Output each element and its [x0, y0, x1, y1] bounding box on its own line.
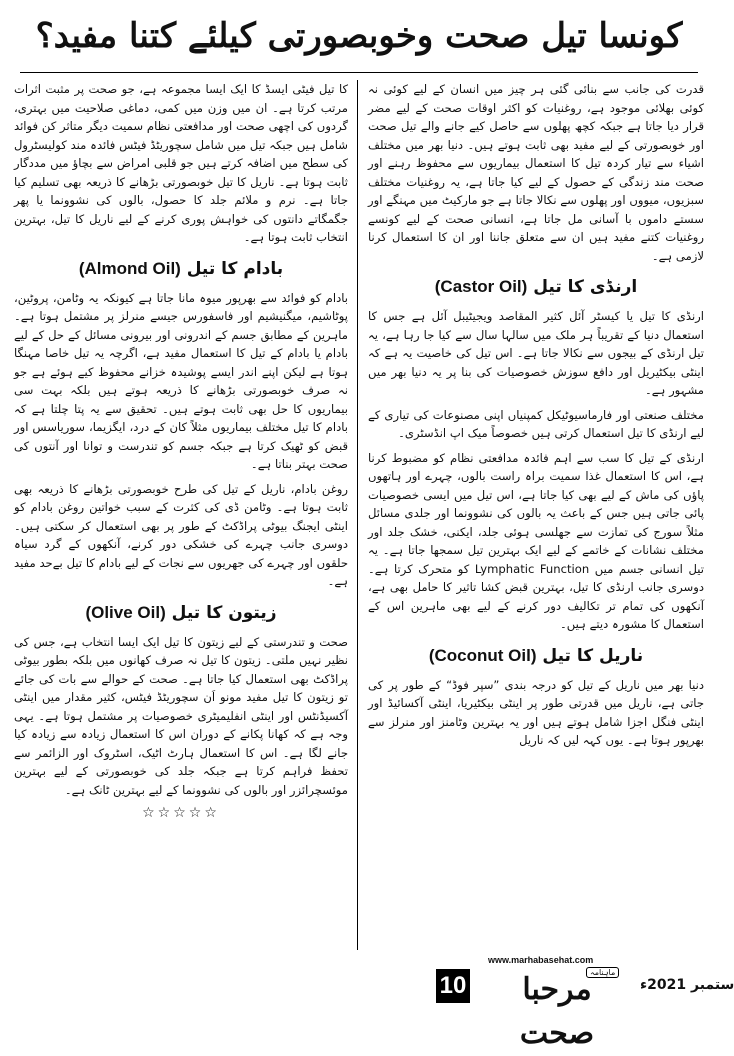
almond-oil-heading — [14, 257, 348, 281]
magazine-masthead — [436, 955, 734, 1051]
castor-oil-paragraph-2: مختلف صنعتی اور فارماسیوٹیکل کمپنیاں اپنی مصنوعات کی تیاری کے لیے ارنڈی کا تیل استعمال کرتی ہیں خصوصاً میک اپ انڈسٹری۔ — [368, 407, 704, 440]
almond-oil-heading-english: (Almond Oil) — [78, 258, 181, 278]
issue-date: ستمبر 2021ء — [640, 977, 734, 993]
coconut-oil-paragraph-1: دنیا بھر میں ناریل کے تیل کو درجہ بندی ”سپر فوڈ“ کے طور پر کی جاتی ہے، ناریل میں قدرتی طور پر اینٹی بیکٹیریا، اینٹی آکسائیڈ اور اینٹی فنگل اجزا شامل ہوتے ہیں اور یہ بہترین وٹامنز اور منرلز سے بھرپور ہوتا ہے۔ یوں کہہ لیں کہ ناریل — [368, 677, 704, 747]
castor-oil-heading — [368, 275, 704, 299]
page-number: 10 — [436, 969, 470, 1003]
article-title: کونسا تیل صحت وخوبصورتی کیلئے کتنا مفید؟ — [35, 16, 683, 56]
column-divider — [357, 80, 358, 950]
coconut-oil-heading — [368, 644, 704, 668]
almond-oil-paragraph-2: روغن بادام، ناریل کے تیل کی طرح خوبصورتی بڑھانے کا ذریعہ بھی ثابت ہوتا ہے۔ وٹامن ڈی کی کثرت کے سبب خواتین روغن بادام کو اینٹی ایجنگ بیوٹی پراڈکٹ کے طور پر بھی استعمال کر سکتی ہیں۔ دوسری جانب چہرے کی خشکی دور کرنے، آنکھوں کے گرد سیاہ حلقوں اور چہرے کی جھریوں سے نجات کے لیے بادام کا تیل بےحد مفید ہے۔ — [14, 481, 348, 588]
end-stars: ☆☆☆☆☆ — [142, 805, 220, 821]
monthly-label: ماہنامہ — [586, 967, 619, 978]
castor-oil-heading-english: (Castor Oil) — [434, 277, 528, 296]
almond-oil-paragraph-1: بادام کو فوائد سے بھرپور میوہ مانا جاتا ہے کیونکہ یہ وٹامن، پروٹین، پوٹاشیم، میگنیشیم اور فاسفورس جیسے منرلز پر مشتمل ہوتا ہے۔ ماہرین کے مطابق جسم کے اندرونی اور بیرونی مسائل کے حل کے لیے بادام یا بادام کے تیل کا استعمال مفید ہے، اگرچہ یہ تیل خاصا مہنگا ہوتا ہے لیکن اپنے اندر ایسے پوشیدہ خزانے محفوظ کیے ہوئے ہے جو نہ صرف خوبصورتی بڑھانے کا ذریعہ ہوتے ہیں بلکہ بہت سی بیماریوں کا حل بھی ثابت ہوتے ہیں۔ تحقیق سے یہ پتا چلتا ہے کہ بادام کا تیل مختلف بیماریوں مثلاً کان کے درد، ایگزیما، سوریاسس اور قبض کو ٹھیک کرتا ہے جبکہ جسم کو تندرست و توانا اور آنتوں کی صحت بہتر بناتا ہے۔ — [14, 290, 348, 471]
left-column — [14, 80, 348, 1015]
olive-oil-heading — [14, 601, 348, 625]
olive-oil-heading-urdu: زیتون کا تیل — [171, 602, 277, 623]
magazine-logo: مرحبا صحت — [519, 972, 595, 1051]
intro-paragraph: قدرت کی جانب سے بنائی گئی ہر چیز میں انسان کے لیے کوئی نہ کوئی بھلائی موجود ہے، روغنیات کو اکثر اوقات صحت کے لیے مضر قرار دیا جاتا ہے جبکہ کچھ پھلوں سے حاصل کیے جانے والے تیل صحت اور خوبصورتی کے لیے مفید بھی ثابت ہوتے ہیں۔ دنیا بھر میں مختلف اشیاء سے تیار کردہ تیل کا استعمال بیماریوں سے محفوظ رہنے اور صحت مند زندگی کے حصول کے لیے کیا جاتا ہے، یہ روغنیات مختلف سبزیوں، میووں اور پھلوں سے نکالا جاتا ہے جو مارکیٹ میں مہنگے اور سستے داموں با آسانی مل جاتا ہے، انسانی صحت کے لیے کونسے روغنیات کتنے مفید ہیں ان سے متعلق جاننا اور ان کا استعمال کرنا لازمی ہے۔ — [368, 82, 704, 263]
right-column — [368, 80, 704, 900]
olive-oil-paragraph-1: صحت و تندرستی کے لیے زیتون کا تیل ایک ایسا انتخاب ہے، جس کی نظیر نہیں ملتی۔ زیتون کا تیل نہ صرف کھانوں میں بلکہ بطور بیوٹی پراڈکٹ بھی استعمال کیا جاتا ہے۔ صحت کے حوالے سے بات کی جائے تو زیتون کا تیل مفید مونو اَن سچوریٹڈ فیٹس، کثیر مقدار میں اینٹی آکسیڈنٹس اور اینٹی انفلیمیٹری خصوصیات پر مشتمل ہوتا ہے۔ یہی وجہ ہے کہ کھانا پکانے کے دوران اس کا استعمال زیادہ سے زیادہ کیا جانے لگا ہے۔ اس کا استعمال ہارٹ اٹیک، اسٹروک اور الزائمر سے تحفظ فراہم کرتا ہے جبکہ جلد کی خوبصورتی کے لیے بہترین موئسچرائزر اور بالوں کی نشوونما کے لیے بہترین ٹانک ہے۔ — [14, 634, 348, 797]
almond-oil-heading-urdu: بادام کا تیل — [186, 258, 284, 279]
coconut-oil-paragraph-2: کا تیل فیٹی ایسڈ کا ایک ایسا مجموعہ ہے، جو صحت پر مثبت اثرات مرتب کرتا ہے۔ ان میں وزن میں کمی، دماغی صلاحیت میں بہتری، گردوں کی اچھی صحت اور مدافعتی نظام سمیت دیگر متاثر کن فوائد شامل ہیں جبکہ تیل میں شامل سچوریٹڈ فیٹس فائدہ مند کولیسٹرول کی سطح میں اضافہ کرتے ہیں جو قلبی امراض سے بچاؤ میں مددگار ثابت ہوتا ہے۔ ناریل کا تیل خوبصورتی بڑھانے کا ذریعہ بھی تسلیم کیا جاتا ہے۔ نرم و ملائم جلد کا حصول، بالوں کی نشوونما یا پھر جگمگاتے دانتوں کی خواہش پوری کرنے کے لیے ناریل کا تیل، بہترین انتخاب ثابت ہوتا ہے۔ — [14, 82, 348, 244]
castor-oil-paragraph-1: ارنڈی کا تیل یا کیسٹر آئل کثیر المقاصد ویجیٹیبل آئل ہے جس کا استعمال دنیا کے تقریباً ہر ملک میں سالہا سال سے کیا جا رہا ہے، یہ تیل ارنڈی کے بیجوں سے نکالا جاتا ہے۔ اس تیل کی خاصیت یہ ہے کہ اینٹی بیکٹیریل اور دافع سوزش خصوصیات کی بنا پر یہ دنیا بھر میں مشہور ہے۔ — [368, 309, 704, 397]
coconut-oil-heading-english: (Coconut Oil) — [428, 645, 537, 665]
website-url: www.marhabasehat.com — [488, 955, 594, 965]
olive-oil-heading-english: (Olive Oil) — [85, 602, 166, 622]
castor-oil-paragraph-3: ارنڈی کے تیل کا سب سے اہم فائدہ مدافعتی نظام کو مضبوط کرنا ہے، اس کا استعمال غذا سمیت براہ راست بالوں، چہرے اور ہاتھوں پاؤں کی ماش کے لیے بھی کیا جاتا ہے، اس تیل میں ایسی خصوصیات پائی جاتی ہیں جس کے باعث یہ بالوں کی نشوونما اور جلدی مسائل مثلاً سورج کی تمازت سے جھلسی ہوئی جلد، ایکنی، خشک جلد اور مختلف نشانات کے خاتمے کے لیے ایک بہترین تیل سمجھا جاتا ہے۔ یہ تیل انسانی جسم میں Lymphatic Function کو متحرک کرتا ہے۔ دوسری جانب ارنڈی کا تیل، بہترین قبض کشا تاثیر کا حامل بھی ہے، آنکھوں کی تمام تر تکالیف دور کرنے کے لیے بھی ماہرین اس کے استعمال کا مشورہ دیتے ہیں۔ — [368, 450, 704, 631]
title-divider — [20, 72, 698, 73]
coconut-oil-heading-urdu: ناریل کا تیل — [542, 645, 644, 666]
castor-oil-heading-urdu: ارنڈی کا تیل — [533, 277, 638, 297]
